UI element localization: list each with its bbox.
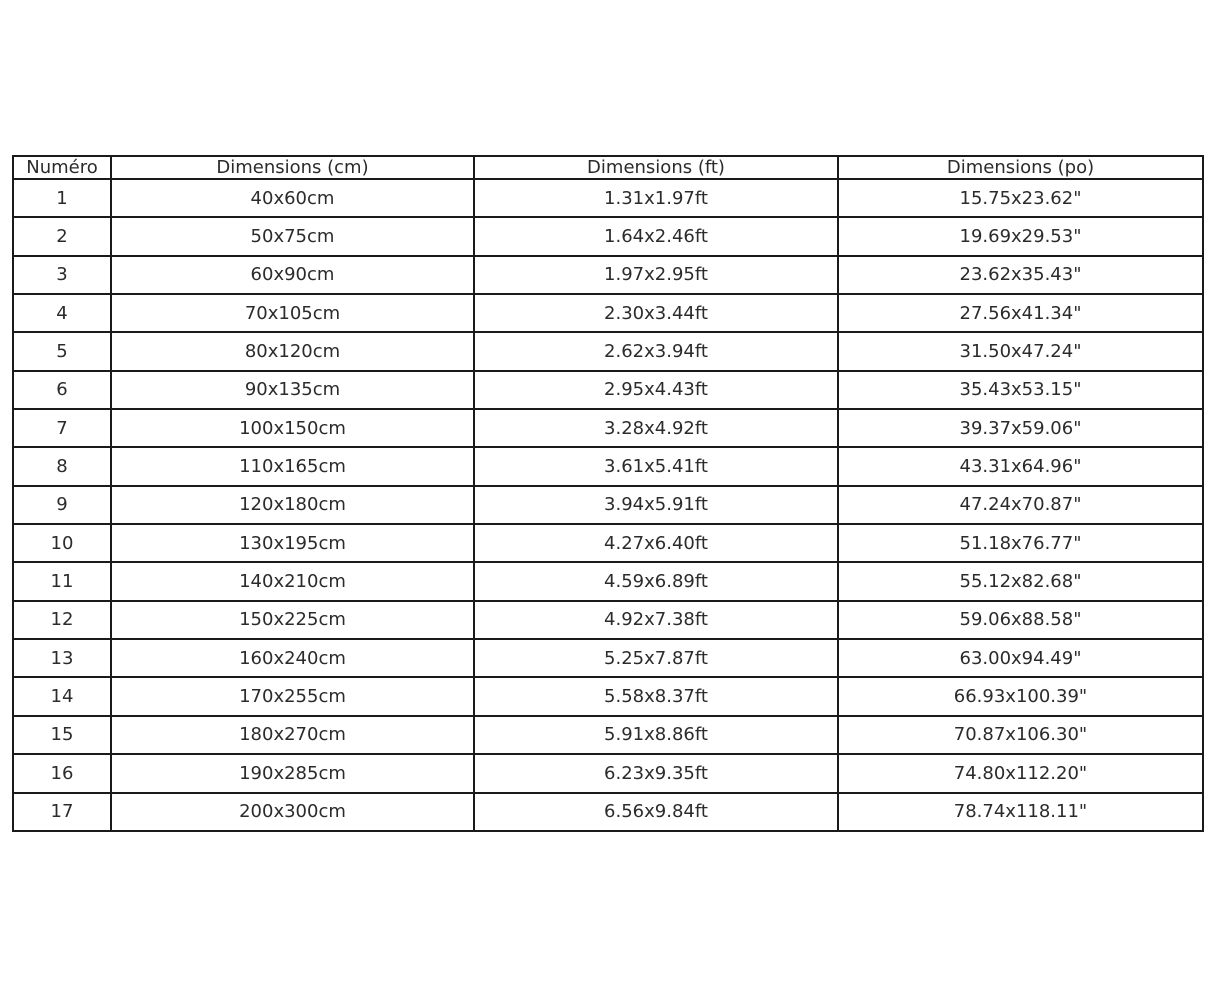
cell-numero: 5 — [13, 332, 111, 370]
cell-numero: 9 — [13, 486, 111, 524]
column-header-dimensions-ft: Dimensions (ft) — [474, 156, 838, 179]
table-row — [13, 754, 1203, 792]
cell-dimensions-ft: 1.64x2.46ft — [474, 217, 838, 255]
column-header-dimensions-po: Dimensions (po) — [838, 156, 1203, 179]
cell-dimensions-cm: 170x255cm — [111, 677, 474, 715]
cell-numero: 15 — [13, 716, 111, 754]
cell-dimensions-ft: 2.30x3.44ft — [474, 294, 838, 332]
cell-dimensions-po: 31.50x47.24" — [838, 332, 1203, 370]
cell-dimensions-ft: 2.62x3.94ft — [474, 332, 838, 370]
cell-dimensions-cm: 50x75cm — [111, 217, 474, 255]
table-row — [13, 562, 1203, 600]
cell-dimensions-cm: 70x105cm — [111, 294, 474, 332]
size-conversion-table-container — [12, 155, 1202, 832]
cell-dimensions-po: 78.74x118.11" — [838, 793, 1203, 832]
cell-dimensions-po: 19.69x29.53" — [838, 217, 1203, 255]
cell-dimensions-ft: 5.91x8.86ft — [474, 716, 838, 754]
cell-dimensions-po: 35.43x53.15" — [838, 371, 1203, 409]
table-row — [13, 256, 1203, 294]
cell-numero: 1 — [13, 179, 111, 217]
cell-dimensions-ft: 1.97x2.95ft — [474, 256, 838, 294]
cell-dimensions-cm: 160x240cm — [111, 639, 474, 677]
cell-numero: 14 — [13, 677, 111, 715]
table-row — [13, 179, 1203, 217]
cell-dimensions-cm: 40x60cm — [111, 179, 474, 217]
table-row — [13, 486, 1203, 524]
table-row — [13, 639, 1203, 677]
table-row — [13, 409, 1203, 447]
cell-numero: 2 — [13, 217, 111, 255]
cell-dimensions-po: 39.37x59.06" — [838, 409, 1203, 447]
cell-numero: 16 — [13, 754, 111, 792]
cell-dimensions-ft: 5.58x8.37ft — [474, 677, 838, 715]
cell-dimensions-ft: 3.28x4.92ft — [474, 409, 838, 447]
cell-dimensions-po: 59.06x88.58" — [838, 601, 1203, 639]
table-row — [13, 294, 1203, 332]
cell-numero: 6 — [13, 371, 111, 409]
size-conversion-table — [12, 155, 1204, 832]
table-row — [13, 677, 1203, 715]
cell-dimensions-cm: 100x150cm — [111, 409, 474, 447]
cell-dimensions-po: 27.56x41.34" — [838, 294, 1203, 332]
cell-dimensions-cm: 190x285cm — [111, 754, 474, 792]
cell-dimensions-ft: 4.59x6.89ft — [474, 562, 838, 600]
table-row — [13, 332, 1203, 370]
table-row — [13, 793, 1203, 832]
table-row — [13, 371, 1203, 409]
cell-dimensions-ft: 1.31x1.97ft — [474, 179, 838, 217]
cell-numero: 7 — [13, 409, 111, 447]
cell-dimensions-ft: 6.23x9.35ft — [474, 754, 838, 792]
cell-numero: 17 — [13, 793, 111, 832]
cell-dimensions-ft: 4.27x6.40ft — [474, 524, 838, 562]
column-header-dimensions-cm: Dimensions (cm) — [111, 156, 474, 179]
table-body — [13, 179, 1203, 831]
table-row — [13, 217, 1203, 255]
column-header-numero: Numéro — [13, 156, 111, 179]
cell-dimensions-po: 63.00x94.49" — [838, 639, 1203, 677]
cell-numero: 10 — [13, 524, 111, 562]
cell-dimensions-cm: 130x195cm — [111, 524, 474, 562]
cell-dimensions-cm: 60x90cm — [111, 256, 474, 294]
cell-dimensions-ft: 2.95x4.43ft — [474, 371, 838, 409]
cell-dimensions-ft: 6.56x9.84ft — [474, 793, 838, 832]
cell-numero: 13 — [13, 639, 111, 677]
cell-numero: 12 — [13, 601, 111, 639]
table-row — [13, 447, 1203, 485]
header-row — [13, 156, 1203, 179]
table-row — [13, 716, 1203, 754]
cell-dimensions-cm: 180x270cm — [111, 716, 474, 754]
cell-dimensions-po: 70.87x106.30" — [838, 716, 1203, 754]
cell-dimensions-po: 15.75x23.62" — [838, 179, 1203, 217]
cell-dimensions-po: 43.31x64.96" — [838, 447, 1203, 485]
cell-dimensions-po: 23.62x35.43" — [838, 256, 1203, 294]
table-row — [13, 524, 1203, 562]
cell-dimensions-cm: 90x135cm — [111, 371, 474, 409]
cell-dimensions-cm: 200x300cm — [111, 793, 474, 832]
cell-dimensions-po: 51.18x76.77" — [838, 524, 1203, 562]
cell-dimensions-po: 47.24x70.87" — [838, 486, 1203, 524]
cell-numero: 11 — [13, 562, 111, 600]
cell-numero: 4 — [13, 294, 111, 332]
table-row — [13, 601, 1203, 639]
cell-dimensions-po: 55.12x82.68" — [838, 562, 1203, 600]
cell-dimensions-ft: 5.25x7.87ft — [474, 639, 838, 677]
cell-dimensions-ft: 3.61x5.41ft — [474, 447, 838, 485]
cell-dimensions-cm: 150x225cm — [111, 601, 474, 639]
cell-numero: 3 — [13, 256, 111, 294]
cell-dimensions-cm: 140x210cm — [111, 562, 474, 600]
cell-numero: 8 — [13, 447, 111, 485]
cell-dimensions-ft: 3.94x5.91ft — [474, 486, 838, 524]
cell-dimensions-cm: 120x180cm — [111, 486, 474, 524]
cell-dimensions-po: 74.80x112.20" — [838, 754, 1203, 792]
cell-dimensions-cm: 80x120cm — [111, 332, 474, 370]
cell-dimensions-po: 66.93x100.39" — [838, 677, 1203, 715]
cell-dimensions-ft: 4.92x7.38ft — [474, 601, 838, 639]
cell-dimensions-cm: 110x165cm — [111, 447, 474, 485]
